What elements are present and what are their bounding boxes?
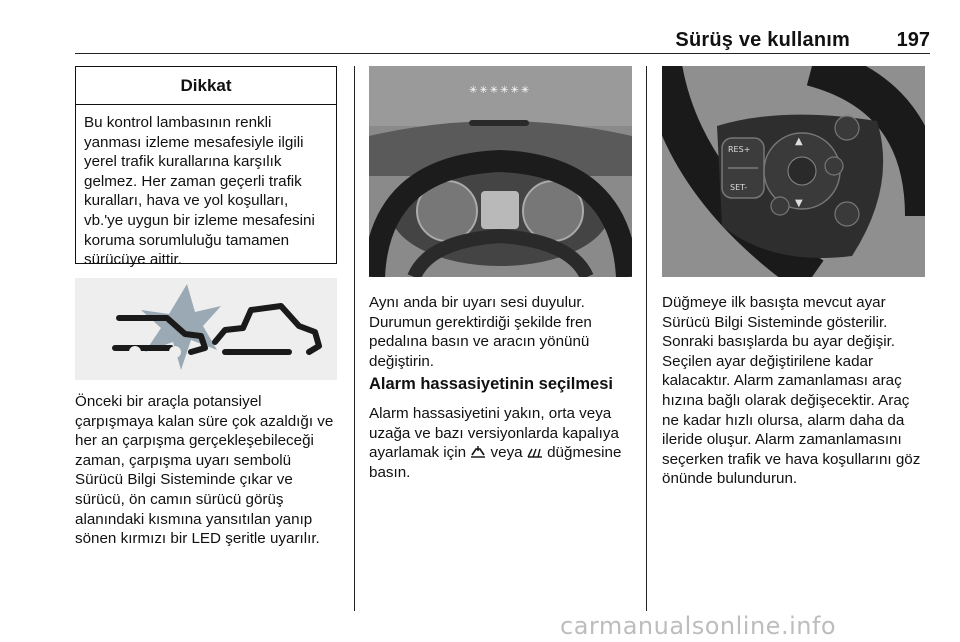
dashboard-illustration [369, 66, 632, 277]
caution-box [75, 66, 337, 269]
col2-paragraph-2-part3: düğmesine basın. [369, 444, 622, 481]
distance-button-top [835, 116, 859, 140]
steering-controls-illustration [662, 66, 925, 277]
col2-paragraph-2 [369, 404, 639, 482]
center-display [481, 191, 519, 229]
set-label: SET- [730, 183, 748, 192]
cruise-button [771, 197, 789, 215]
svg-text:✳✳✳✳✳✳: ✳✳✳✳✳✳ [469, 85, 532, 96]
distance-far-icon [527, 445, 543, 459]
col3-paragraph: Düğmeye ilk basışta mevcut ayar Sürücü Bilgi Sisteminde gösterilir. Sonraki basışlarda bu ayar değişir. Seçilen ayar değiştirilene kadar kalacaktır. Alarm zamanlaması araç hızına bağlı olarak değişecektir. Araç ne kadar hızlı olursa, alarm daha da ileride oluşur. Alarm zamanlamasını seçerken trafik ve hava koşullarını göz önünde bulundurun. [662, 294, 921, 488]
cancel-button [825, 157, 843, 175]
caution-text: Bu kontrol lambasının renkli yanması izleme mesafesiyle ilgili yerel trafik kurallarına karşılık gelmez. Her zaman geçerli trafik kuralları, hava ve yol koşulları, vb.'ye uygun bir izleme mesafesini koruma sorumluluğu tamamen sürücüye aittir. [84, 114, 315, 269]
caution-heading: Dikkat [76, 67, 336, 105]
col2-paragraph-2-part2: veya [490, 444, 523, 462]
header-divider [75, 53, 930, 54]
collision-warning-illustration [75, 278, 337, 380]
col1-paragraph: Önceki bir araçla potansiyel çarpışmaya kalan süre çok azaldığı ve her an çarpışma gerçekleşebileceği zaman, çarpışma uyarı sembolü Sürücü Bilgi Sisteminde çıkar ve sürücü, ön camın sürücü görüş alanındaki kısmına yansıtılan yanıp sönen kırmızı bir LED şeritle uyarılır. [75, 393, 334, 548]
col2-paragraph-1: Aynı anda bir uyarı sesi duyulur. Durumun gerektirdiği şekilde fren pedalına basın ve aracın yönünü değiştirin. [369, 294, 592, 370]
section-heading-alarm-sensitivity: Alarm hassasiyetinin seçilmesi [369, 375, 613, 393]
distance-near-icon [470, 445, 486, 459]
col2-paragraph-2-part1: Alarm hassasiyetini yakın, orta veya uzağa ve bazı versiyonlarda kapalıya ayarlamak için [369, 405, 619, 462]
page-number: 197 [896, 29, 930, 51]
res-label: RES+ [728, 145, 751, 154]
led-strip-icon [469, 85, 531, 96]
svg-text:▲: ▲ [795, 136, 803, 147]
front-car-outline [215, 306, 319, 352]
column-divider-1 [354, 66, 355, 611]
svg-text:▼: ▼ [795, 198, 803, 209]
distance-button-right [835, 202, 859, 226]
column-divider-2 [646, 66, 647, 611]
page-header-title: Sürüş ve kullanım [675, 29, 850, 51]
watermark: carmanualsonline.info [560, 612, 837, 640]
